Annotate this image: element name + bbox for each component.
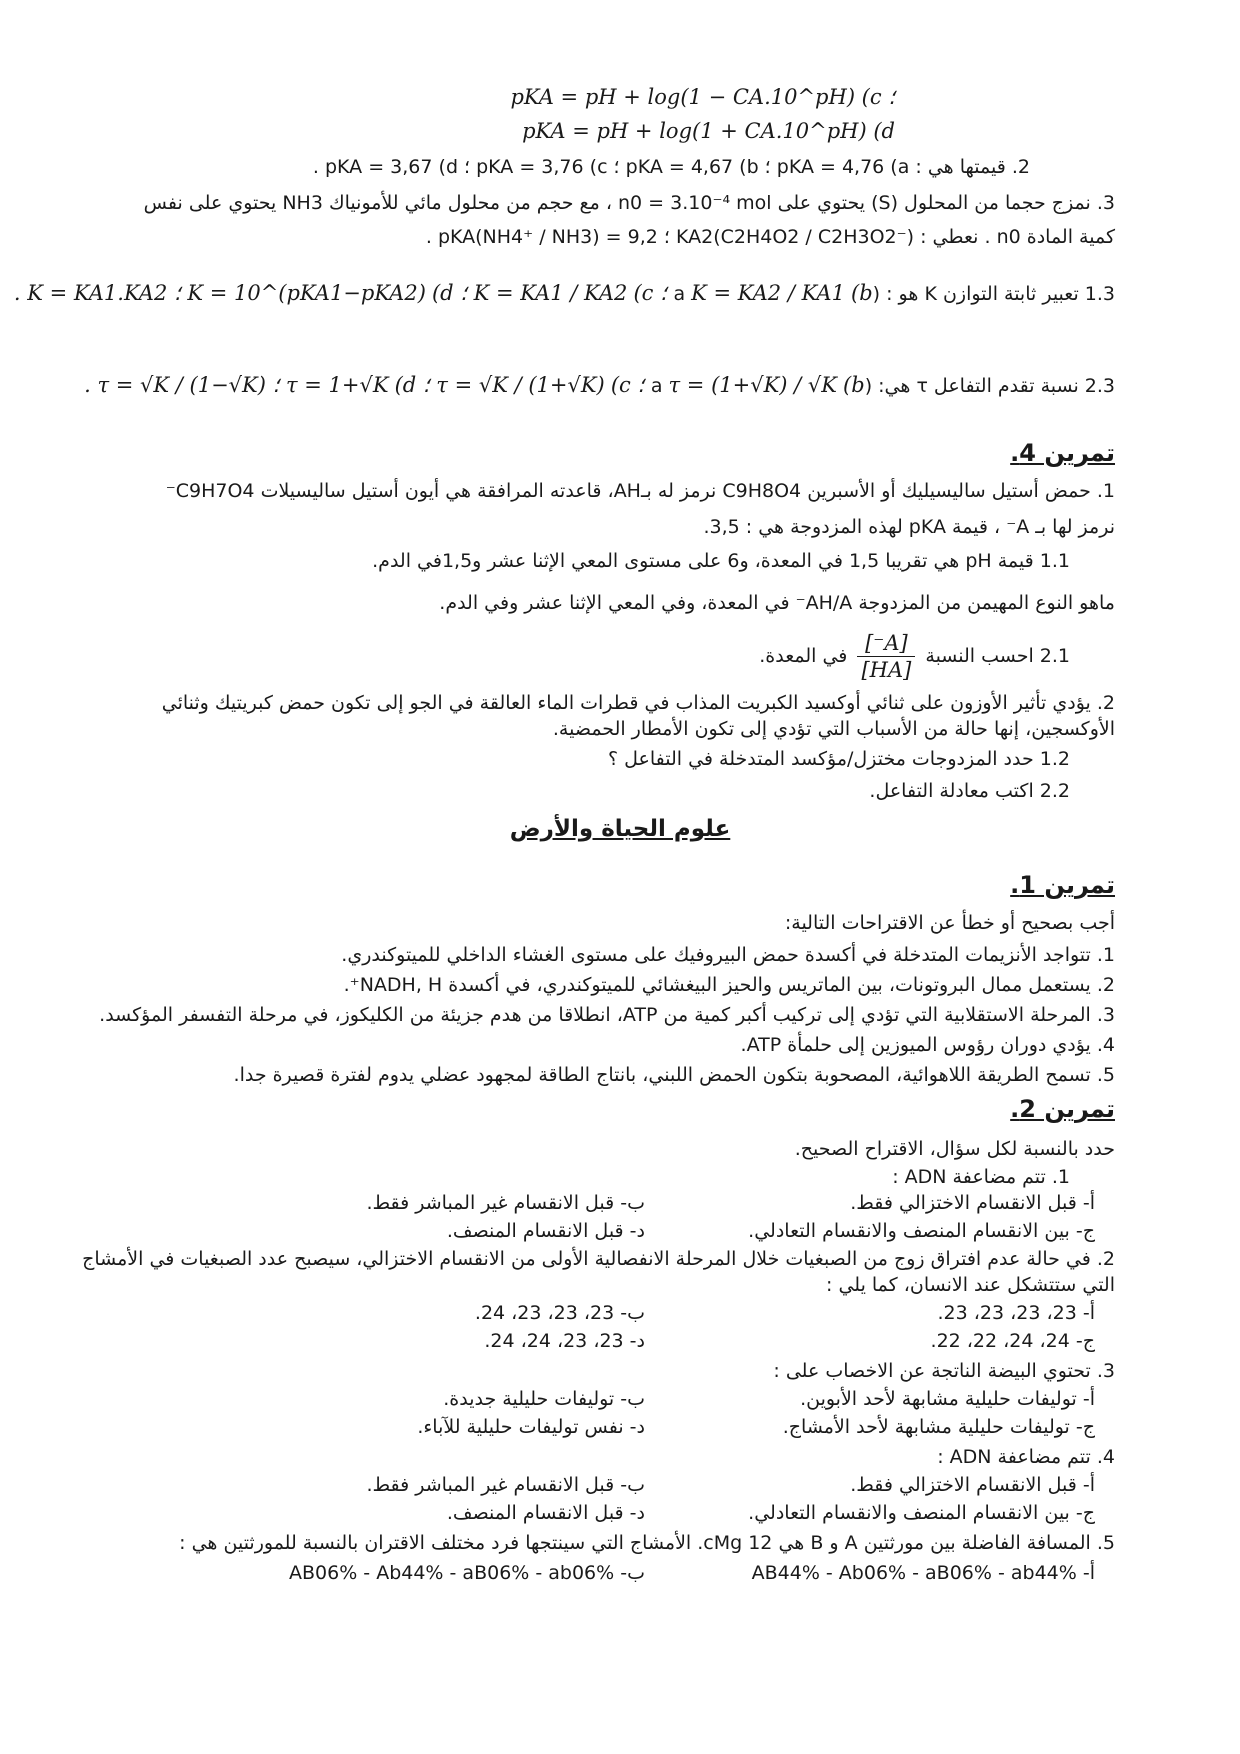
svt-q2-option-d: د- 23، 23، 24، 24.	[484, 1330, 645, 1352]
svt-q4-option-d: د- قبل الانقسام المنصف.	[446, 1502, 645, 1524]
question-3-line1: 3. نمزج حجما من المحلول (S) يحتوي على n0 = 3.10⁻⁴ mol ، مع حجم من محلول مائي للأمونياك NH3 يحتوي على نفس	[143, 192, 1115, 214]
ex4-line-8: 1.2 حدد المزدوجات مختزل/مؤكسد المتدخلة في التفاعل ؟	[607, 748, 1070, 770]
svt-q2-option-c: ج- 24، 24، 22، 22.	[930, 1330, 1095, 1352]
svt-q4: 4. تتم مضاعفة ADN :	[937, 1446, 1115, 1468]
question-2-3	[84, 372, 1115, 399]
svt-q3: 3. تحتوي البيضة الناتجة عن الاخصاب على :	[773, 1360, 1115, 1382]
ratio-fraction	[857, 630, 915, 683]
svt-ex1-intro: أجب بصحيح أو خطأ عن الاقتراحات التالية:	[784, 912, 1115, 934]
option-c-formula: ؛ pKA = pH + log(1 − CA.10^pH) (c	[510, 85, 895, 109]
svt-exercise-2-title: تمرين 2.	[1010, 1095, 1115, 1123]
svt-q3-option-a: أ- توليفات حليلية مشابهة لأحد الأبوين.	[800, 1388, 1095, 1410]
svt-q5-option-b: ب- AB06% - Ab44% - aB06% - ab06%	[289, 1562, 645, 1584]
ratio-numerator: [A⁻]	[857, 630, 915, 657]
ex4-line-1: 1. حمض أستيل ساليسيليك أو الأسبرين C9H8O4 نرمز له بـAH، قاعدته المرافقة هي أيون أستيل ساليسيلات C9H7O4⁻	[165, 480, 1115, 502]
option-d-formula: pKA = pH + log(1 + CA.10^pH) (d	[522, 119, 895, 143]
question-1-3-opt-c: (c ؛ K = 10^(pKA1−pKA2)	[187, 281, 654, 305]
question-2-3-opt-c: (c ؛ τ = 1+√K	[285, 373, 631, 397]
question-1-3-opt-d: (d ؛ K = KA1.KA2 .	[13, 281, 454, 305]
svt-q2-option-b: ب- 23، 23، 23، 24.	[474, 1302, 645, 1324]
svt-ex1-item-3: 3. المرحلة الاستقلابية التي تؤدي إلى تركيب أكبر كمية من ATP، انطلاقا من هدم جزيئة من الكليكوز، في مرحلة التفسفر المؤكسد.	[99, 1004, 1115, 1026]
svt-q1-option-b: ب- قبل الانقسام غير المباشر فقط.	[366, 1192, 645, 1214]
ex4-line-9: 2.2 اكتب معادلة التفاعل.	[869, 780, 1070, 802]
ratio-prefix: 2.1 احسب النسبة	[925, 645, 1070, 667]
svt-q1: 1. تتم مضاعفة ADN :	[892, 1166, 1070, 1188]
svt-ex2-intro: حدد بالنسبة لكل سؤال، الاقتراح الصحيح.	[794, 1138, 1115, 1160]
svt-q4-option-a: أ- قبل الانقسام الاختزالي فقط.	[850, 1474, 1095, 1496]
question-2-3-opt-a: τ = (1+√K) / √K	[668, 373, 837, 397]
svt-q5-option-a: أ- AB44% - Ab06% - aB06% - ab44%	[751, 1562, 1095, 1584]
svt-q2-line2: التي ستتشكل عند الانسان، كما يلي :	[826, 1274, 1115, 1296]
svt-ex1-item-2: 2. يستعمل ممال البروتونات، بين الماتريس والحيز البيغشائي للميتوكندري، في أكسدة NADH, H⁺.	[343, 974, 1115, 996]
question-3-line2: كمية المادة n0 . نعطي : KA2(C2H4O2 / C2H3O2⁻) ؛ pKA(NH4⁺ / NH3) = 9,2 .	[425, 226, 1115, 248]
svt-ex1-item-4: 4. يؤدي دوران رؤوس الميوزين إلى حلمأة ATP.	[740, 1034, 1115, 1056]
question-2-line: 2. قيمتها هي : pKA = 4,76 (a ؛ pKA = 4,67 (b ؛ pKA = 3,76 (c ؛ pKA = 3,67 (d .	[312, 156, 1030, 178]
svt-exercise-1-title: تمرين 1.	[1010, 871, 1115, 899]
ratio-denominator: [HA]	[861, 658, 912, 682]
question-2-3-opt-b: (b ؛ τ = √K / (1+√K)	[436, 373, 865, 397]
question-1-3	[14, 280, 1115, 307]
svt-q4-option-c: ج- بين الانقسام المنصف والانقسام التعادلي.	[748, 1502, 1095, 1524]
svt-q2-line1: 2. في حالة عدم افتراق زوج من الصبغيات خلال المرحلة الانفصالية الأولى من الانقسام الاختزالي، سيصبح عدد الصبغيات في الأمشاج	[82, 1248, 1115, 1270]
ex4-line-6: 2. يؤدي تأثير الأوزون على ثنائي أوكسيد الكبريت المذاب في قطرات الماء العالقة في الجو إلى تكون حمض كبريتيك وثنائي	[161, 692, 1115, 714]
svt-q3-option-c: ج- توليفات حليلية مشابهة لأحد الأمشاج.	[782, 1416, 1095, 1438]
question-1-3-opt-b: (b ؛ K = KA1 / KA2	[473, 281, 873, 305]
svt-q1-option-a: أ- قبل الانقسام الاختزالي فقط.	[850, 1192, 1095, 1214]
svt-q1-option-d: د- قبل الانقسام المنصف.	[446, 1220, 645, 1242]
question-1-3-label: 1.3 تعبير ثابتة التوازن K هو : (a	[673, 283, 1115, 305]
svt-ex1-item-5: 5. تسمح الطريقة اللاهوائية، المصحوبة بتكون الحمض اللبني، بانتاج الطاقة لمجهود عضلي يدوم لفترة قصيرة جدا.	[233, 1064, 1115, 1086]
ratio-suffix: في المعدة.	[759, 645, 848, 667]
ex4-line-3: 1.1 قيمة pH هي تقريبا 1,5 في المعدة، و6 على مستوى المعي الإثنا عشر و1,5في الدم.	[372, 550, 1070, 572]
svt-section-title: علوم الحياة والأرض	[509, 816, 731, 842]
ex4-line-7: الأوكسجين، إنها حالة من الأسباب التي تؤدي إلى تكون الأمطار الحمضية.	[552, 718, 1115, 740]
svt-q2-option-a: أ- 23، 23، 23، 23.	[937, 1302, 1095, 1324]
question-2-3-label: 2.3 نسبة تقدم التفاعل τ هي: (a	[650, 375, 1115, 397]
ex4-line-2: نرمز لها بـ A⁻ ، قيمة pKA لهذه المزدوجة هي : 3,5.	[703, 516, 1115, 538]
svt-q3-option-d: د- نفس توليفات حليلية للآباء.	[417, 1416, 645, 1438]
svt-q3-option-b: ب- توليفات حليلية جديدة.	[443, 1388, 645, 1410]
question-1-3-opt-a: K = KA2 / KA1	[691, 281, 845, 305]
svt-q1-option-c: ج- بين الانقسام المنصف والانقسام التعادلي.	[748, 1220, 1095, 1242]
svt-ex1-item-1: 1. تتواجد الأنزيمات المتدخلة في أكسدة حمض البيروفيك على مستوى الغشاء الداخلي للميتوكندري.	[341, 944, 1115, 966]
exercise-4-title: تمرين 4.	[1010, 439, 1115, 467]
question-2-3-opt-d: (d ؛ τ = √K / (1−√K) .	[84, 373, 417, 397]
svt-q5: 5. المسافة الفاضلة بين مورثتين A و B هي 12 cMg. الأمشاج التي سينتجها فرد مختلف الاقتران بالنسبة للمورثتين هي :	[179, 1532, 1115, 1554]
ex4-line-4: ماهو النوع المهيمن من المزدوجة AH/A⁻ في المعدة، وفي المعي الإثنا عشر وفي الدم.	[439, 592, 1115, 614]
ex4-line-5	[759, 628, 1070, 684]
svt-q4-option-b: ب- قبل الانقسام غير المباشر فقط.	[366, 1474, 645, 1496]
